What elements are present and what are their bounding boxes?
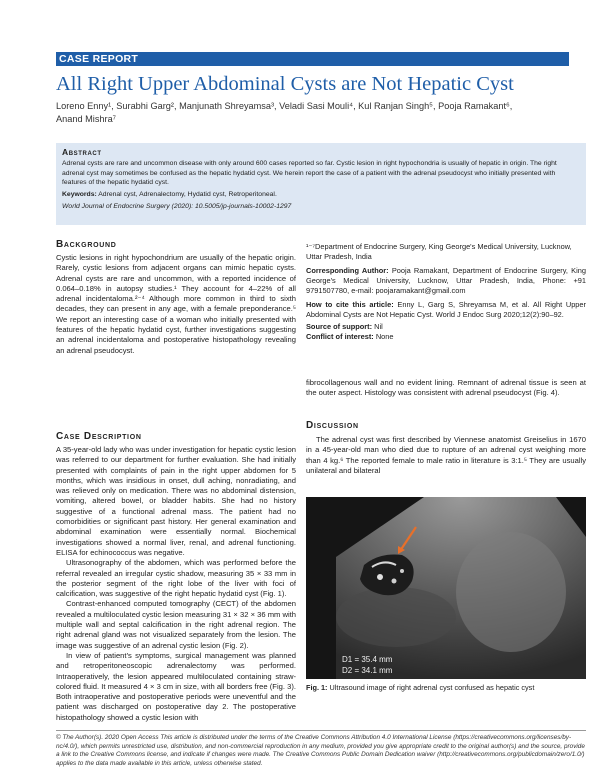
case-continued-text: fibrocollagenous wall and no evident lining. Remnant of adrenal tissue is seen at the outer aspect. Histology was consistent with adrenal pseudocyst (Fig. 4). [306, 378, 586, 398]
abstract-text: Adrenal cysts are rare and uncommon disease with only around 600 cases reported so far. Cystic lesion in right hypochondria is usually of hepatic in origin. The right adrenal cyst may sometimes be confused as the hepatic hydatid cyst. We herein report the case of a patient with the adrenal pseudocyst who initially presented with features of the hepatic hydatid cyst. [62, 160, 557, 186]
background-text: Cystic lesions in right hypochondrium are usually of the hepatic origin. Rarely, cystic lesions from adjacent organs can mimic hepatic cysts. Adrenal cysts are rare and uncommon, with a reported incidence of 0.064–0.18% in autopsy studies.¹ They account for 4–22% of all adrenal incidentaloma.²⁻⁴ Although more common in third to sixth decades, they can present in any age, with a female preponderance.⁵ We report an interesting case of a woman who initially presented with features of the hepatic hydatid cyst, further investigations suggesting an adrenal incidentaloma and postoperative histopathology revealing an adrenal pseudocyst. [56, 253, 296, 355]
author-line: Anand Mishra⁷ [56, 114, 117, 124]
source-of-support [306, 322, 586, 332]
article-type-banner: CASE REPORT [56, 52, 569, 66]
background-heading: Background [56, 239, 117, 250]
figure-caption-label: Fig. 1: [306, 683, 328, 692]
background-section [56, 253, 296, 356]
case-description-heading: Case Description [56, 431, 142, 442]
ultrasound-figure [306, 497, 586, 679]
discussion-text: The adrenal cyst was first described by Viennese anatomist Greiselius in 1670 in a 45-year-old man who died due to rupture of an adrenal cyst weighing more than 4 kg.⁶ The reported female to male ratio in literature is 3:1.⁵ They are usually unilateral and bilateral [306, 435, 586, 475]
measurement-d1: D1 = 35.4 mm [342, 655, 393, 664]
keywords [62, 190, 580, 199]
abstract-heading: Abstract [62, 147, 102, 157]
abstract-box [56, 143, 586, 225]
discussion-section [306, 435, 586, 476]
case-paragraph: In view of patient’s symptoms, surgical management was planned and retroperitoneoscopic adrenalectomy was performed. Intraoperatively, the lesion appeared multiloculated containing straw-colored fluid. It measured 4 × 3 cm in size, with all borders free (Fig. 3). Both intraoperative and postoperative periods were uneventful and the patient was discharged on postoperative day 2. The postoperative histopathology showed a cystic lesion with [56, 650, 296, 722]
article-title: All Right Upper Abdominal Cysts are Not Hepatic Cyst [56, 73, 514, 95]
how-to-cite [306, 300, 586, 320]
conflict-of-interest [306, 332, 586, 342]
case-paragraph: Contrast-enhanced computed tomography (CECT) of the abdomen revealed a multiloculated cystic lesion measuring 31 × 32 × 36 mm with multiple wall and septal calcification in the right adrenal region. The right adrenal gland was not visualized separately from the lesion. The image was suggestive of an adrenal cystic lesion (Fig. 2). [56, 599, 296, 650]
license-footer: © The Author(s). 2020 Open Access This article is distributed under the terms of the Creative Commons Attribution 4.0 International License (https://creativecommons.org/licenses/by-nc/4.0/), which permits unrestricted use, distribution, and non-commercial reproduction in any medium, provided you give appropriate credit to the original author(s) and the source, provide a link to the Creative Commons license, and indicate if changes were made. The Creative Commons Public Domain Dedication waiver (http://creativecommons.org/publicdomain/zero/1.0/) applies to the data made available in this article, unless otherwise stated. [56, 730, 586, 768]
author-list [56, 100, 576, 126]
measurement-d2: D2 = 34.1 mm [342, 666, 393, 675]
discussion-heading: Discussion [306, 420, 359, 431]
journal-citation: World Journal of Endocrine Surgery (2020): 10.5005/jp-journals-10002-1297 [62, 203, 292, 211]
case-paragraph: Ultrasonography of the abdomen, which was performed before the referral revealed an irregular cystic shadow, measuring 35 × 33 mm in the posterior segment of the right lobe of the liver with foci of calcification, was suggestive of the right hepatic hydatid cyst (Fig. 1). [56, 558, 296, 599]
case-continued [306, 378, 586, 399]
cite-label: How to cite this article: [306, 300, 394, 309]
conflict-text: None [375, 332, 394, 341]
ultrasound-image [306, 497, 586, 679]
author-line: Loreno Enny¹, Surabhi Garg², Manjunath Shreyamsa³, Veladi Sasi Mouli⁴, Kul Ranjan Singh⁵, Pooja Ramakant⁶, [56, 101, 513, 111]
article-notes [306, 242, 586, 342]
corresponding-label: Corresponding Author: [306, 266, 389, 275]
affiliation: ¹⁻⁷Department of Endocrine Surgery, King George's Medical University, Lucknow, Uttar Pradesh, India [306, 242, 572, 261]
cite-text: Enny L, Garg S, Shreyamsa M, et al. All Right Upper Abdominal Cysts are Not Hepatic Cyst. World J Endoc Surg 2020;12(2):90–92. [306, 300, 586, 319]
corresponding-author [306, 266, 586, 296]
support-text: Nil [374, 322, 383, 331]
keywords-text: Adrenal cyst, Adrenalectomy, Hydatid cyst, Retroperitoneal. [98, 191, 277, 199]
corresponding-text: Pooja Ramakant, Department of Endocrine Surgery, King George's Medical University, Lucknow, Uttar Pradesh, India, Phone: +91 9791507780, e-mail: poojaramakant@gmail.com [306, 266, 586, 295]
figure-caption [306, 683, 596, 692]
conflict-label: Conflict of interest: [306, 332, 374, 341]
case-description-section [56, 445, 296, 723]
support-label: Source of support: [306, 322, 373, 331]
figure-caption-text: Ultrasound image of right adrenal cyst confused as hepatic cyst [329, 683, 535, 692]
case-paragraph: A 35-year-old lady who was under investigation for hepatic cystic lesion was referred to our department for further evaluation. She had initially presented with complaints of pain in the right upper abdomen for 5 months, which was insidious in onset, dull aching, nonradiating, and was relieved only on medication. There was no abdominal distension, vomiting, altered bowel, or bladder habits. She had no history suggestive of a functional adrenal mass. The patient had no comorbidities or significant past history. Her general examination and abdominal examination were essentially normal. Biochemical investigations showed a normal liver, renal, and adrenal functioning. ELISA for echinococcus was negative. [56, 445, 296, 557]
keywords-label: Keywords: [62, 191, 97, 199]
